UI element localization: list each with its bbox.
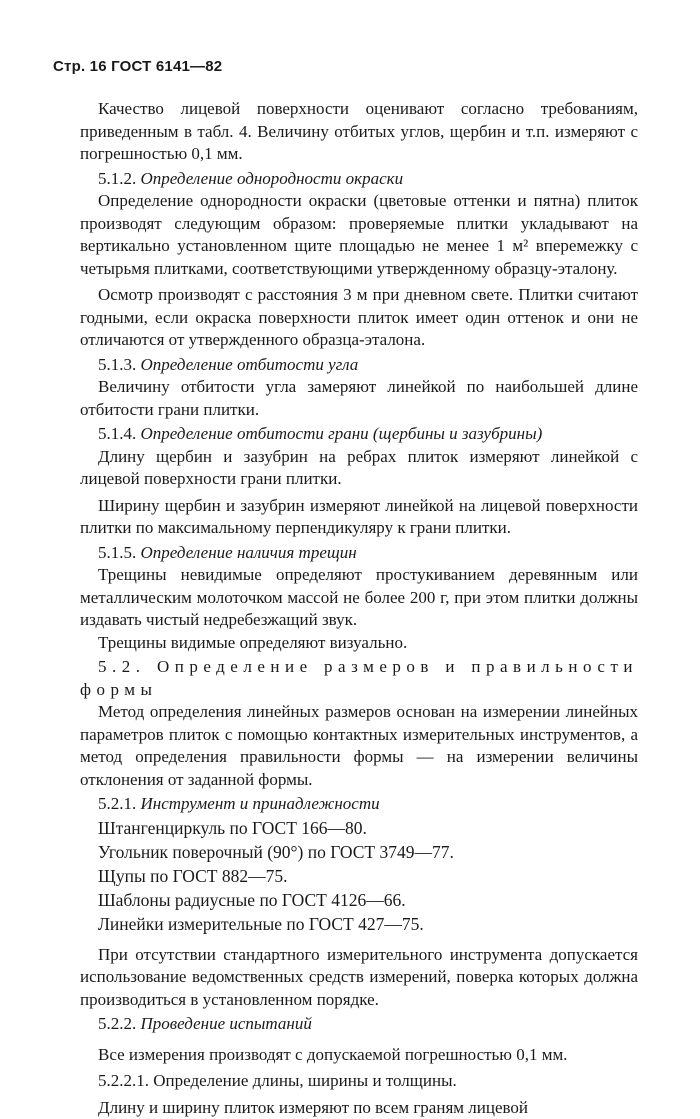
paragraph: Определение однородности окраски (цветовые оттенки и пятна) плиток производят следующим образом: проверяемые плитки укладывают на вертикально установленном щите площадью не менее 1 м² вперемежку с четырьмя плитками, соответствующими утвержденному образцу-эталону. xyxy=(80,190,638,280)
section-number: 5.2.1. xyxy=(98,794,136,813)
paragraph: Метод определения линейных размеров основан на измерении линейных параметров плиток с помощью контактных измерительных инструментов, а метод определения правильности формы — на измерении величины отклонения от заданной формы. xyxy=(80,701,638,791)
section-5-2-2-heading xyxy=(80,1013,638,1036)
section-5-1-2-heading xyxy=(80,168,638,191)
section-title: Инструмент и принадлежности xyxy=(141,794,380,813)
section-title: Определение размеров и правильности формы xyxy=(80,657,638,699)
paragraph: Длину и ширину плиток измеряют по всем граням лицевой xyxy=(80,1097,638,1119)
paragraph: Трещины невидимые определяют простукиванием деревянным или металлическим молоточком массой не более 200 г, при этом плитки должны издавать чистый недребезжащий звук. xyxy=(80,564,638,632)
paragraph: Ширину щербин и зазубрин измеряют линейкой на лицевой поверхности плитки по максимальному перпендикуляру к грани плитки. xyxy=(80,495,638,540)
paragraph: Трещины видимые определяют визуально. xyxy=(80,632,638,655)
section-5-2-heading xyxy=(80,656,638,701)
instrument-item: Шаблоны радиусные по ГОСТ 4126—66. xyxy=(80,888,638,912)
page-content xyxy=(80,98,638,1119)
section-number: 5.1.2. xyxy=(98,169,136,188)
paragraph: Длину щербин и зазубрин на ребрах плиток измеряют линейкой с лицевой поверхности грани плитки. xyxy=(80,446,638,491)
section-5-2-1-heading xyxy=(80,793,638,816)
section-title: Проведение испытаний xyxy=(141,1014,312,1033)
instrument-item: Штангенциркуль по ГОСТ 166—80. xyxy=(80,816,638,840)
section-title: Определение отбитости грани (щербины и зазубрины) xyxy=(141,424,543,443)
section-number: 5.2.2. xyxy=(98,1014,136,1033)
paragraph: Осмотр производят с расстояния 3 м при дневном свете. Плитки считают годными, если окраска поверхности плиток имеет один оттенок и они не отличаются от утвержденного образца-эталона. xyxy=(80,284,638,352)
instrument-item: Угольник поверочный (90°) по ГОСТ 3749—77. xyxy=(80,840,638,864)
instrument-item: Линейки измерительные по ГОСТ 427—75. xyxy=(80,912,638,936)
page-header: Стр. 16 ГОСТ 6141—82 xyxy=(53,58,222,75)
section-5-1-4-heading xyxy=(80,423,638,446)
instrument-item: Щупы по ГОСТ 882—75. xyxy=(80,864,638,888)
section-number: 5.1.5. xyxy=(98,543,136,562)
section-number: 5.1.3. xyxy=(98,355,136,374)
subsection-5-2-2-1-heading: 5.2.2.1. Определение длины, ширины и толщины. xyxy=(80,1070,638,1093)
section-5-1-5-heading xyxy=(80,542,638,565)
section-title: Определение наличия трещин xyxy=(141,543,357,562)
section-title: Определение однородности окраски xyxy=(141,169,404,188)
section-number: 5.2. xyxy=(98,657,146,676)
paragraph: Величину отбитости угла замеряют линейкой по наибольшей длине отбитости грани плитки. xyxy=(80,376,638,421)
paragraph: Все измерения производят с допускаемой погрешностью 0,1 мм. xyxy=(80,1044,638,1067)
section-title: Определение отбитости угла xyxy=(141,355,359,374)
section-5-1-3-heading xyxy=(80,354,638,377)
section-number: 5.1.4. xyxy=(98,424,136,443)
paragraph: При отсутствии стандартного измерительного инструмента допускается использование ведомственных средств измерений, поверка которых должна производиться в установленном порядке. xyxy=(80,944,638,1012)
paragraph: Качество лицевой поверхности оценивают согласно требованиям, приведенным в табл. 4. Величину отбитых углов, щербин и т.п. измеряют с погрешностью 0,1 мм. xyxy=(80,98,638,166)
